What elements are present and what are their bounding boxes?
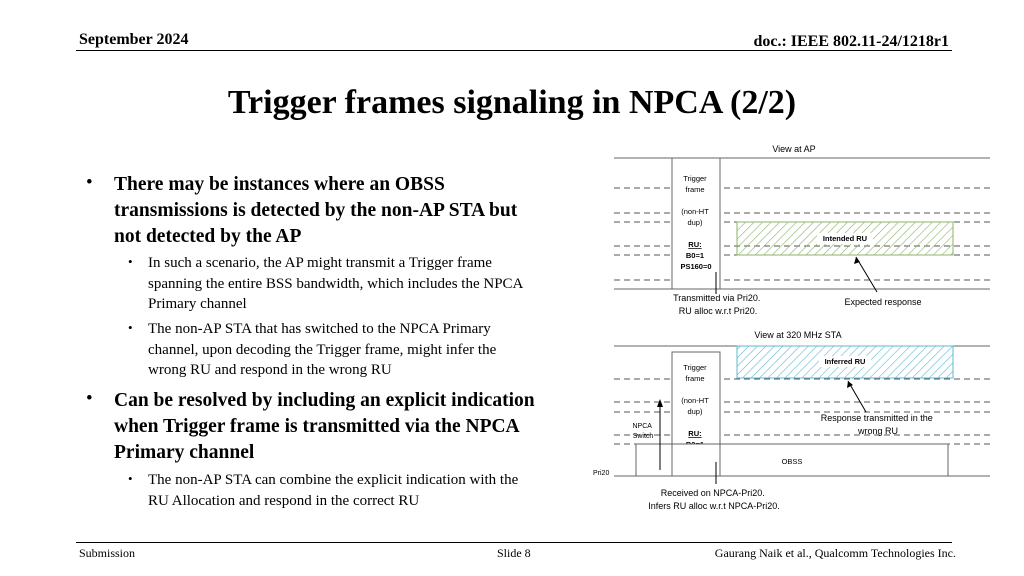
ap-view-title: View at AP	[772, 144, 816, 154]
footer-submission: Submission	[79, 546, 136, 560]
sta-trigger-frame-label: Trigger frame (non-HT dup) RU:	[681, 363, 709, 438]
arrow-head	[657, 399, 663, 407]
transmitted-note: Transmitted via Pri20. RU alloc w.r.t Pri20.	[673, 293, 761, 316]
sub-bullet-line: spanning the entire BSS bandwidth, which includes the NPCA	[148, 275, 524, 292]
arrow-head	[847, 381, 853, 388]
sta-view-title: View at 320 MHz STA	[754, 330, 842, 340]
obss-label: OBSS	[781, 457, 803, 466]
sub-bullet-line: wrong RU and respond in the wrong RU	[148, 362, 392, 378]
header-date: September 2024	[79, 31, 189, 48]
received-note: Received on NPCA-Pri20. Infers RU alloc w.r.t NPCA-Pri20.	[648, 488, 780, 511]
sub-bullet-line: Primary channel	[148, 296, 247, 312]
response-wrong-label: Response transmitted in the wrong RU	[820, 413, 933, 436]
bullet-2-line: when Trigger frame is transmitted via the NPCA	[114, 416, 520, 437]
bullet-1-line: There may be instances where an OBSS	[114, 174, 445, 195]
bullet-1-line: transmissions is detected by the non-AP STA but	[114, 200, 518, 221]
sub-bullet-line: In such a scenario, the AP might transmit a Trigger frame	[148, 255, 492, 271]
bullet-dot: •	[86, 172, 93, 193]
expected-response-label: Expected response	[844, 297, 922, 307]
intended-ru-label: Intended RU	[822, 234, 868, 243]
sub-bullet-line: RU Allocation and respond in the correct RU	[148, 492, 420, 509]
footer-rule	[76, 542, 952, 543]
footer-slide-number: Slide 8	[497, 546, 531, 560]
slide-title: Trigger frames signaling in NPCA (2/2)	[227, 84, 797, 121]
pri20-label: Pri20	[593, 470, 610, 477]
npca-switch-label: NPCA Switch	[632, 423, 654, 440]
inferred-ru-label: Inferred RU	[824, 357, 866, 366]
footer-authors: Gaurang Naik et al., Qualcomm Technologies Inc.	[714, 546, 956, 560]
header-doc-id: doc.: IEEE 802.11-24/1218r1	[753, 33, 949, 50]
sub-bullet-dot: •	[128, 254, 133, 269]
sub-bullet-line: The non-AP STA that has switched to the NPCA Primary	[148, 321, 491, 337]
bullet-2-line: Can be resolved by including an explicit indication	[114, 390, 535, 411]
ap-trigger-frame-label: Trigger frame (non-HT dup) RU: B0=1 PS160=0	[680, 174, 712, 271]
bullet-1-line: not detected by the AP	[114, 226, 302, 247]
bullet-dot: •	[86, 388, 93, 409]
sub-bullet-dot: •	[128, 320, 133, 335]
bullet-2-line: Primary channel	[114, 442, 255, 463]
sub-bullet-dot: •	[128, 471, 133, 486]
sub-bullet-line: channel, upon decoding the Trigger frame, might infer the	[148, 341, 497, 358]
sub-bullet-line: The non-AP STA can combine the explicit indication with the	[148, 472, 519, 488]
